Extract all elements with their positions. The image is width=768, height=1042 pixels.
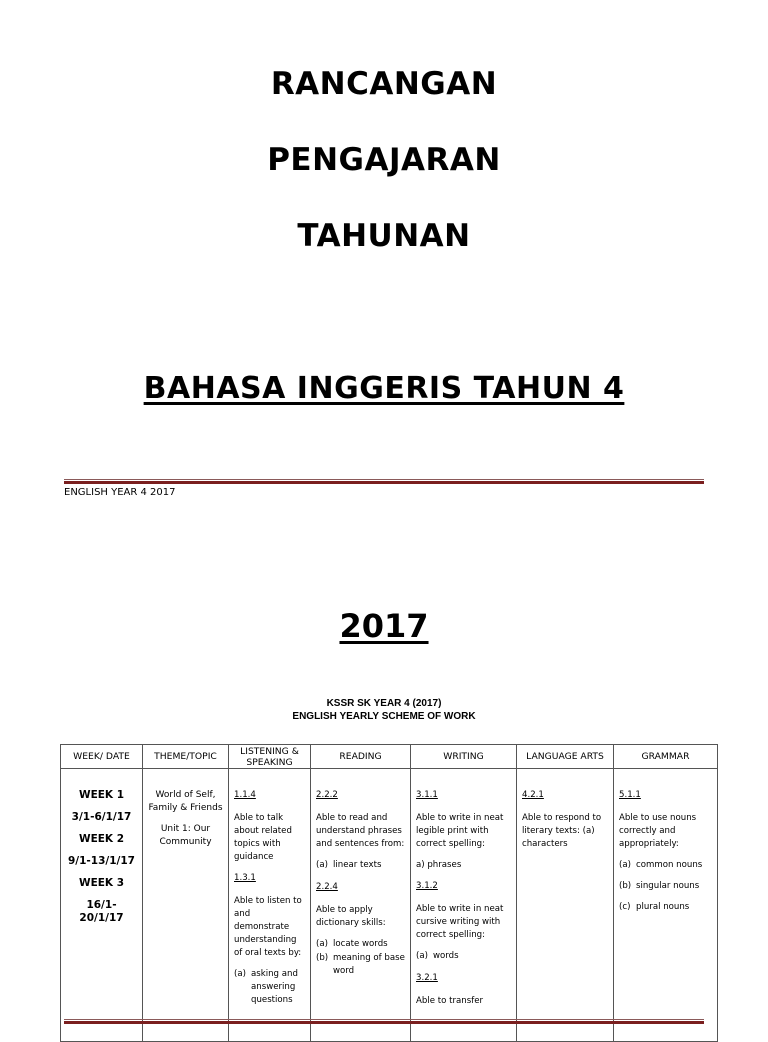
standard-text: Able to respond to literary texts: (a) characters bbox=[522, 813, 602, 849]
standard-text: Able to write in neat cursive writing with correct spelling: bbox=[416, 904, 504, 940]
table-header-row bbox=[61, 745, 718, 769]
standard-code: 1.1.4 bbox=[234, 790, 256, 800]
standard-text: Able to listen to and demonstrate understanding of oral texts by: bbox=[234, 896, 302, 958]
standard-code: 2.2.4 bbox=[316, 882, 338, 892]
year-heading: 2017 bbox=[339, 607, 429, 645]
list-item: (a) linear texts bbox=[316, 860, 382, 870]
week-dates: 16/1-20/1/17 bbox=[79, 899, 124, 924]
header-language-arts: LANGUAGE ARTS bbox=[517, 745, 614, 769]
writing-cell bbox=[411, 769, 517, 1042]
week-date-cell bbox=[61, 769, 143, 1042]
footer-divider bbox=[64, 1019, 704, 1024]
header-week-date: WEEK/ DATE bbox=[61, 745, 143, 769]
unit-text: Unit 1: Our Community bbox=[159, 824, 212, 847]
standard-text: Able to apply dictionary skills: bbox=[316, 905, 386, 928]
scheme-title-line-2: ENGLISH YEARLY SCHEME OF WORK bbox=[292, 711, 476, 722]
header-divider bbox=[64, 479, 704, 484]
list-item: (b) meaning of base word bbox=[316, 953, 405, 976]
standard-text: Able to talk about related topics with guidance bbox=[234, 813, 292, 862]
standard-code: 3.1.2 bbox=[416, 881, 438, 891]
list-item: (b) singular nouns bbox=[619, 881, 700, 891]
list-item: (c) plural nouns bbox=[619, 902, 690, 912]
list-item: (a) common nouns bbox=[619, 860, 703, 870]
header-listening-speaking: LISTENING & SPEAKING bbox=[229, 745, 311, 769]
standard-subtext: a) phrases bbox=[416, 860, 462, 870]
header-reading: READING bbox=[311, 745, 411, 769]
standard-code: 4.2.1 bbox=[522, 790, 544, 800]
table-row bbox=[61, 769, 718, 1042]
week-dates: 3/1-6/1/17 bbox=[71, 811, 132, 823]
list-item: (a) words bbox=[416, 951, 459, 961]
list-item: (a) locate words bbox=[316, 939, 388, 949]
title-line-2: PENGAJARAN bbox=[267, 142, 501, 178]
title-line-1: RANCANGAN bbox=[270, 66, 498, 102]
standard-code: 2.2.2 bbox=[316, 790, 338, 800]
listening-cell bbox=[229, 769, 311, 1042]
language-arts-cell bbox=[517, 769, 614, 1042]
header-theme-topic: THEME/TOPIC bbox=[143, 745, 229, 769]
standard-text: Able to transfer bbox=[416, 996, 484, 1006]
standard-code: 5.1.1 bbox=[619, 790, 641, 800]
reading-cell bbox=[311, 769, 411, 1042]
standard-code: 3.1.1 bbox=[416, 790, 438, 800]
theme-text: World of Self, Family & Friends bbox=[148, 790, 223, 813]
week-label: WEEK 3 bbox=[78, 877, 125, 889]
week-label: WEEK 1 bbox=[78, 789, 125, 801]
page-header-text: ENGLISH YEAR 4 2017 bbox=[64, 487, 176, 498]
header-writing: WRITING bbox=[411, 745, 517, 769]
scheme-of-work-table bbox=[60, 744, 718, 1042]
standard-text: Able to write in neat legible print with correct spelling: bbox=[416, 813, 504, 849]
standard-code: 3.2.1 bbox=[416, 973, 438, 983]
scheme-title-line-1: KSSR SK YEAR 4 (2017) bbox=[326, 698, 442, 709]
standard-text: Able to use nouns correctly and appropriately: bbox=[619, 813, 697, 849]
week-label: WEEK 2 bbox=[78, 833, 125, 845]
week-dates: 9/1-13/1/17 bbox=[67, 855, 135, 867]
title-line-3: TAHUNAN bbox=[297, 218, 471, 254]
grammar-cell bbox=[614, 769, 718, 1042]
list-item: (a) asking and answering questions bbox=[234, 969, 298, 1005]
subject-title: BAHASA INGGERIS TAHUN 4 bbox=[143, 371, 625, 406]
theme-cell bbox=[143, 769, 229, 1042]
standard-text: Able to read and understand phrases and sentences from: bbox=[316, 813, 405, 849]
header-grammar: GRAMMAR bbox=[614, 745, 718, 769]
standard-code: 1.3.1 bbox=[234, 873, 256, 883]
